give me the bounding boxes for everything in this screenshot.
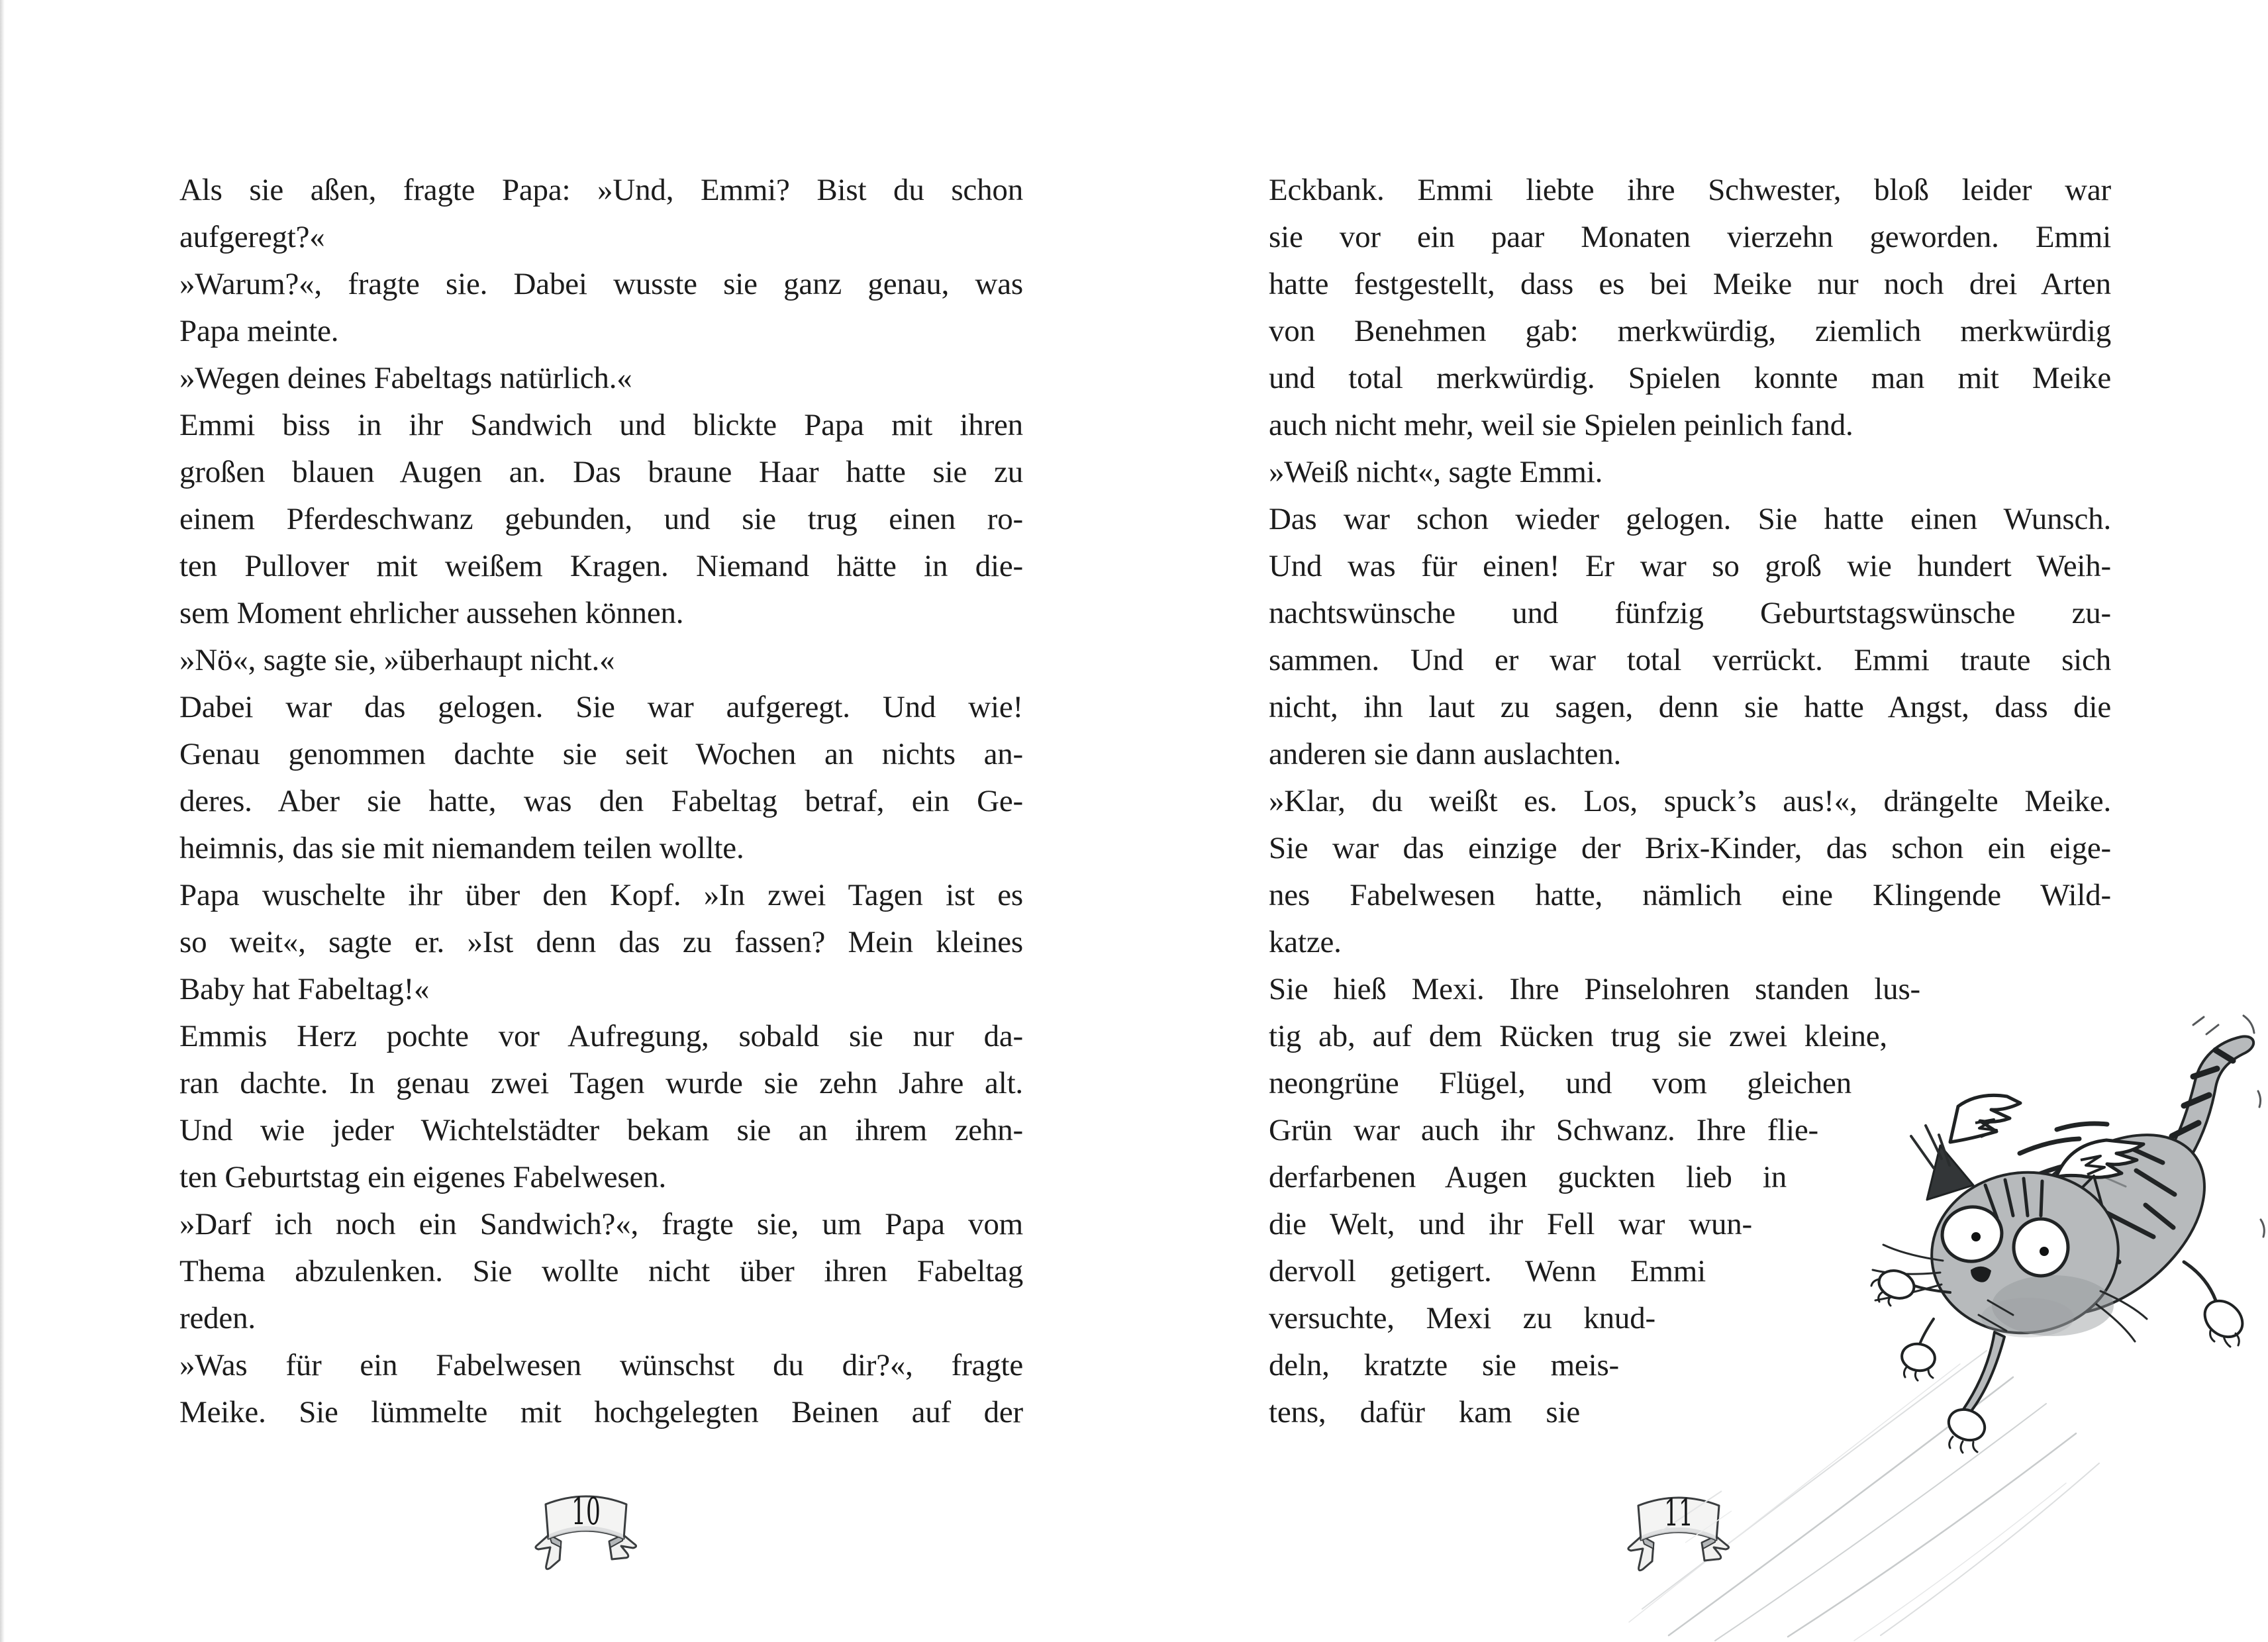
text-line: derfarbenen Augen guckten lieb in xyxy=(1269,1160,1787,1194)
page-edge-shadow xyxy=(0,0,5,1642)
text-line: die Welt, und ihr Fell war wun- xyxy=(1269,1207,1752,1241)
text-line: Emmi biss in ihr Sandwich und blickte Papa mit ihren xyxy=(179,408,1023,442)
text-line: Thema abzulenken. Sie wollte nicht über ihren Fabeltag xyxy=(179,1254,1023,1288)
text-line: Genau genommen dachte sie seit Wochen an nichts an- xyxy=(179,737,1023,771)
text-line: aufgeregt?« xyxy=(179,220,325,254)
text-line: ran dachte. In genau zwei Tagen wurde sie zehn Jahre alt. xyxy=(179,1066,1023,1100)
text-line: Emmis Herz pochte vor Aufregung, sobald sie nur da- xyxy=(179,1019,1023,1053)
text-line: ten Pullover mit weißem Kragen. Niemand hätte in die- xyxy=(179,549,1023,583)
text-line: Und wie jeder Wichtelstädter bekam sie an ihrem zehn- xyxy=(179,1113,1023,1147)
text-line: und total merkwürdig. Spielen konnte man mit Meike xyxy=(1269,361,2111,395)
text-line: deres. Aber sie hatte, was den Fabeltag betraf, ein Ge- xyxy=(179,784,1023,818)
text-line: Eckbank. Emmi liebte ihre Schwester, bloß leider war xyxy=(1269,173,2111,207)
text-line: sammen. Und er war total verrückt. Emmi traute sich xyxy=(1269,643,2111,677)
text-line: Papa wuschelte ihr über den Kopf. »In zwei Tagen ist es xyxy=(179,878,1023,912)
text-line: Meike. Sie lümmelte mit hochgelegten Beinen auf der xyxy=(179,1395,1023,1429)
text-line: Als sie aßen, fragte Papa: »Und, Emmi? Bist du schon xyxy=(179,173,1023,207)
text-line: nachtswünsche und fünfzig Geburtstagswünsche zu- xyxy=(1269,596,2111,630)
text-line: ten Geburtstag ein eigenes Fabelwesen. xyxy=(179,1160,667,1194)
page-banner-right xyxy=(1622,1484,1735,1580)
text-line: Sie hieß Mexi. Ihre Pinselohren standen lus- xyxy=(1269,972,1920,1006)
text-line: »Weiß nicht«, sagte Emmi. xyxy=(1269,455,1603,489)
text-line: einem Pferdeschwanz gebunden, und sie trug einen ro- xyxy=(179,502,1023,536)
text-line: nes Fabelwesen hatte, nämlich eine Klingende Wild- xyxy=(1269,878,2111,912)
text-line: »Wegen deines Fabeltags natürlich.« xyxy=(179,361,632,395)
text-line: nicht, ihn laut zu sagen, denn sie hatte Angst, dass die xyxy=(1269,690,2111,724)
text-line: sie vor ein paar Monaten vierzehn geworden. Emmi xyxy=(1269,220,2111,254)
text-line: anderen sie dann auslachten. xyxy=(1269,737,1622,771)
text-line: Dabei war das gelogen. Sie war aufgeregt. Und wie! xyxy=(179,690,1023,724)
text-line: dervoll getigert. Wenn Emmi xyxy=(1269,1254,1706,1288)
text-line: auch nicht mehr, weil sie Spielen peinlich fand. xyxy=(1269,408,1853,442)
cat-hind-paw xyxy=(2184,1262,2249,1347)
text-line: Grün war auch ihr Schwanz. Ihre flie- xyxy=(1269,1113,1818,1147)
text-line: »Klar, du weißt es. Los, spuck’s aus!«, drängelte Meike. xyxy=(1269,784,2111,818)
text-line: sem Moment ehrlicher aussehen können. xyxy=(179,596,684,630)
text-line: deln, kratzte sie meis- xyxy=(1269,1348,1619,1382)
text-line: katze. xyxy=(1269,925,1342,959)
text-line: von Benehmen gab: merkwürdig, ziemlich merkwürdig xyxy=(1269,314,2111,348)
text-line: versuchte, Mexi zu knud- xyxy=(1269,1301,1655,1335)
text-line: Baby hat Fabeltag!« xyxy=(179,972,430,1006)
text-line: »Darf ich noch ein Sandwich?«, fragte sie, um Papa vom xyxy=(179,1207,1023,1241)
text-line: tens, dafür kam sie xyxy=(1269,1395,1580,1429)
page-banner-left xyxy=(530,1483,642,1579)
text-line: hatte festgestellt, dass es bei Meike nur noch drei Arten xyxy=(1269,267,2111,301)
text-line: Papa meinte. xyxy=(179,314,339,348)
text-line: so weit«, sagte er. »Ist denn das zu fassen? Mein kleines xyxy=(179,925,1023,959)
text-line: großen blauen Augen an. Das braune Haar hatte sie zu xyxy=(179,455,1023,489)
page-number: 11 xyxy=(1664,1491,1693,1535)
text-line: Und was für einen! Er war so groß wie hundert Weih- xyxy=(1269,549,2111,583)
text-line: »Warum?«, fragte sie. Dabei wusste sie ganz genau, was xyxy=(179,267,1023,301)
text-line: tig ab, auf dem Rücken trug sie zwei kleine, xyxy=(1269,1019,1887,1053)
page-number: 10 xyxy=(571,1490,601,1533)
text-line: Das war schon wieder gelogen. Sie hatte einen Wunsch. xyxy=(1269,502,2111,536)
text-line: »Was für ein Fabelwesen wünschst du dir?«, fragte xyxy=(179,1348,1023,1382)
text-line: Sie war das einzige der Brix-Kinder, das schon ein eige- xyxy=(1269,831,2111,865)
text-line: »Nö«, sagte sie, »überhaupt nicht.« xyxy=(179,643,615,677)
text-line: reden. xyxy=(179,1301,256,1335)
text-line: heimnis, das sie mit niemandem teilen wollte. xyxy=(179,831,744,865)
left-page-text-column xyxy=(179,167,1023,1436)
text-line: neongrüne Flügel, und vom gleichen xyxy=(1269,1066,1851,1100)
